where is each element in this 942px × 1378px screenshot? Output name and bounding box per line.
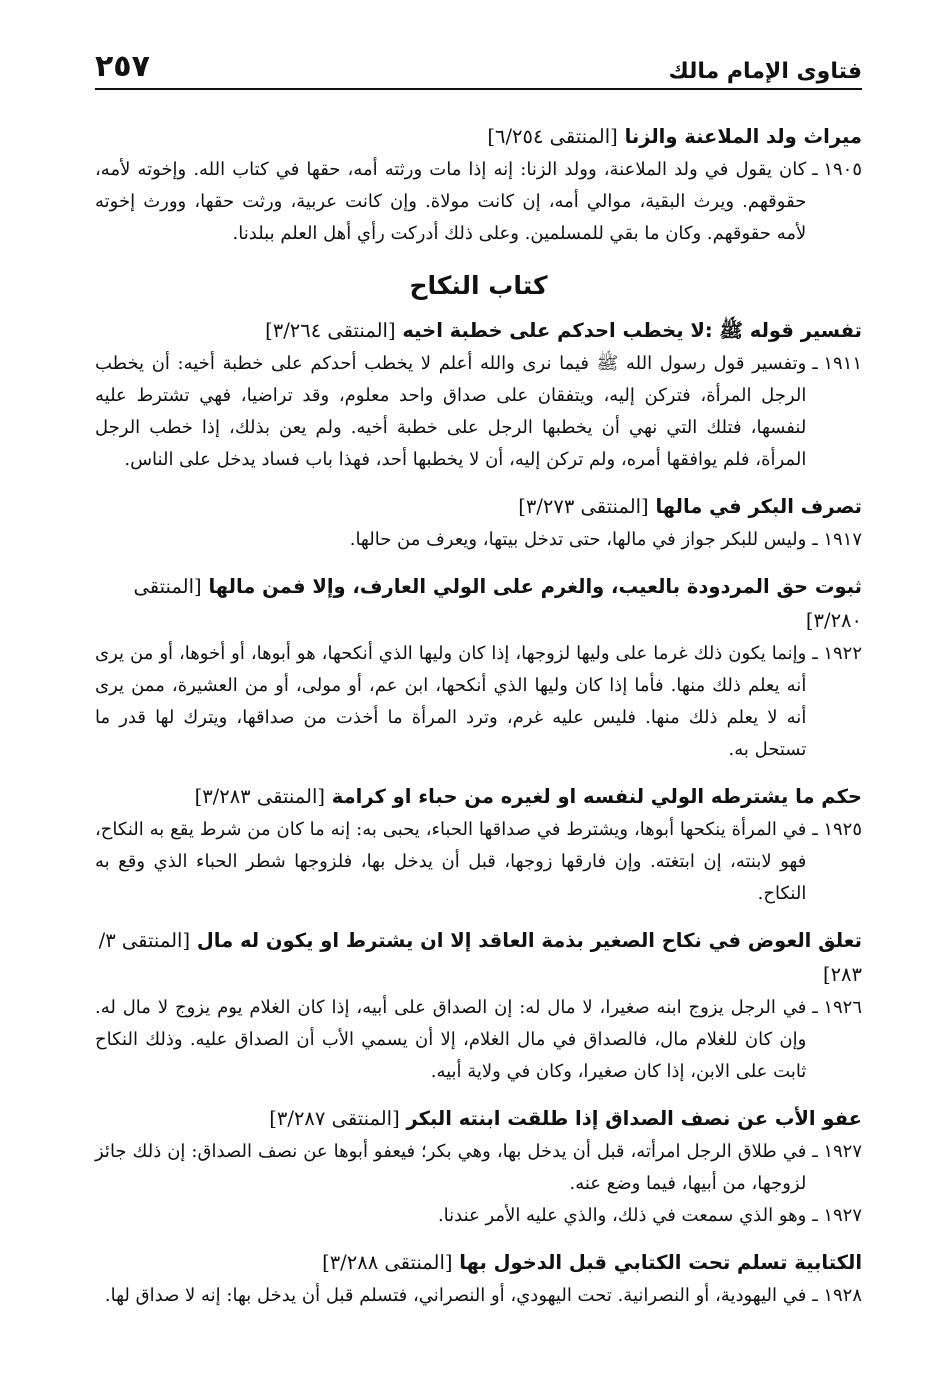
section-title: تفسير قوله ﷺ :لا يخطب احدكم على خطبة اخيه [المنتقى ٣/٢٦٤] xyxy=(265,319,862,342)
source-reference: [المنتقى ٣/٢٧٣] xyxy=(518,495,649,518)
source-reference: [المنتقى ٣/٢٨٨] xyxy=(322,1251,453,1274)
entry-number: ١٩٢٦ ـ xyxy=(812,997,862,1018)
section-title: تصرف البكر في مالها [المنتقى ٣/٢٧٣] xyxy=(518,495,862,518)
section-proposal xyxy=(95,314,862,476)
entry-number: ١٩٢٧ ـ xyxy=(812,1141,862,1162)
section-title: ثبوت حق المردودة بالعيب، والغرم على الولي العارف، وإلا فمن مالها [المنتقى ٣/٢٨٠] xyxy=(133,575,862,632)
section-title: عفو الأب عن نصف الصداق إذا طلقت ابنته البكر [المنتقى ٣/٢٨٧] xyxy=(269,1107,862,1130)
entry-number: ١٩٢٧ ـ xyxy=(812,1205,862,1226)
fatwa-entry xyxy=(95,1280,862,1312)
section-scriptural-woman xyxy=(95,1246,862,1312)
entry-text: في طلاق الرجل امرأته، قبل أن يدخل بها، وهي بكر؛ فيعفو أبوها عن نصف الصداق: إن ذلك جائز لزوجها، من أبيها، فيما وضع عنه. xyxy=(95,1141,807,1194)
entry-text: وتفسير قول رسول الله ﷺ فيما نرى والله أعلم لا يخطب أحدكم على خطبة أخيه: أن يخطب الرجل المرأة، فتركن إليه، ويتفقان على صداق واحد معلوم، وقد تراضيا، فهي تشترط عليه لنفسها، فتلك التي نهي أن يخطبها الرجل على خطبة أخيه. ولم يعن بذلك، إذا خطب الرجل المرأة، فلم يوافقها أمره، ولم تركن إليه، أن لا يخطبها أحد، فهذا باب فساد يدخل على الناس. xyxy=(95,353,807,470)
running-title: فتاوى الإمام مالك xyxy=(668,59,862,84)
section-title: الكتابية تسلم تحت الكتابي قبل الدخول بها [المنتقى ٣/٢٨٨] xyxy=(322,1251,862,1274)
fatwa-entry xyxy=(95,814,862,910)
source-reference: [المنتقى ٣/٢٨٧] xyxy=(269,1107,400,1130)
source-reference: [المنتقى ٣/٢٨٠] xyxy=(133,575,862,632)
section-title: ميراث ولد الملاعنة والزنا [المنتقى ٦/٢٥٤] xyxy=(487,125,862,148)
fatwa-entry xyxy=(95,524,862,556)
entry-number: ١٩٢٥ ـ xyxy=(812,819,862,840)
fatwa-entry xyxy=(95,154,862,250)
source-reference: [المنتقى ٣/ ٢٨٣] xyxy=(98,929,862,986)
section-guardian-condition xyxy=(95,780,862,910)
fatwa-entry xyxy=(95,348,862,476)
entry-text: في الرجل يزوج ابنه صغيرا، لا مال له: إن الصداق على أبيه، إذا كان الغلام يوم يزوج لا مال له. وإن كان للغلام مال، فالصداق في مال الغلام، إلا أن يسمي الأب أن الصداق عليه. وذلك النكاح ثابت على الابن، إذا كان صغيرا، وكان في ولاية أبيه. xyxy=(95,997,807,1082)
entry-text: وإنما يكون ذلك غرما على وليها لزوجها، إذا كان وليها الذي أنكحها، هو أبوها، أو أخوها، أو من يرى أنه يعلم ذلك منها. فأما إذا كان وليها الذي أنكحها، ابن عم، أو مولى، أو من العشيرة، ممن يرى أنه لا يعلم ذلك منها. فليس عليه غرم، وترد المرأة ما أخذت من صداقها، ويترك لها قدر ما تستحل به. xyxy=(95,643,807,760)
entry-text: وهو الذي سمعت في ذلك، والذي عليه الأمر عندنا. xyxy=(437,1205,807,1226)
book-heading: كتاب النكاح xyxy=(409,271,548,300)
section-father-pardon xyxy=(95,1102,862,1232)
page-header xyxy=(95,40,862,90)
section-title: تعلق العوض في نكاح الصغير بذمة العاقد إلا ان يشترط او يكون له مال [المنتقى ٣/ ٢٨٣] xyxy=(98,929,862,986)
entry-number: ١٩٢٢ ـ xyxy=(812,643,862,664)
entry-text: كان يقول في ولد الملاعنة، وولد الزنا: إنه إذا مات ورثته أمه، حقها في كتاب الله. وإخوته لأمه، حقوقهم. ويرث البقية، موالي أمه، إن كانت مولاة. وإن كانت عربية، ورثت حقها، وورث إخوته لأمه حقوقهم. وكان ما بقي للمسلمين. وعلى ذلك أدركت رأي أهل العلم ببلدنا. xyxy=(95,159,807,244)
entry-number: ١٩٢٨ ـ xyxy=(812,1285,862,1306)
entry-number: ١٩١١ ـ xyxy=(812,353,862,374)
entry-text: وليس للبكر جواز في مالها، حتى تدخل بيتها، ويعرف من حالها. xyxy=(349,529,807,550)
section-inheritance xyxy=(95,120,862,250)
section-title: حكم ما يشترطه الولي لنفسه او لغيره من حباء او كرامة [المنتقى ٣/٢٨٣] xyxy=(194,785,862,808)
fatwa-entry xyxy=(95,992,862,1088)
source-reference: [المنتقى ٣/٢٨٣] xyxy=(194,785,325,808)
fatwa-entry xyxy=(95,638,862,766)
page-number: ٢٥٧ xyxy=(95,49,150,84)
source-reference: [المنتقى ٦/٢٥٤] xyxy=(487,125,618,148)
fatwa-entry xyxy=(95,1136,862,1200)
source-reference: [المنتقى ٣/٢٦٤] xyxy=(265,319,396,342)
entry-number: ١٩١٧ ـ xyxy=(812,529,862,550)
entry-number: ١٩٠٥ ـ xyxy=(812,159,862,180)
entry-text: في اليهودية، أو النصرانية. تحت اليهودي، أو النصراني، فتسلم قبل أن يدخل بها: إنه لا صداق لها. xyxy=(104,1285,807,1306)
section-minor-marriage xyxy=(95,924,862,1088)
section-virgin-property xyxy=(95,490,862,556)
section-defect-return xyxy=(95,570,862,766)
entry-text: في المرأة ينكحها أبوها، ويشترط في صداقها الحباء، يحبى به: إنه ما كان من شرط يقع به النكاح، فهو لابنته، إن ابتغته. وإن فارقها زوجها، قبل أن يدخل بها، فلزوجها شطر الحباء الذي وقع به النكاح. xyxy=(95,819,807,904)
fatwa-entry xyxy=(95,1200,862,1232)
